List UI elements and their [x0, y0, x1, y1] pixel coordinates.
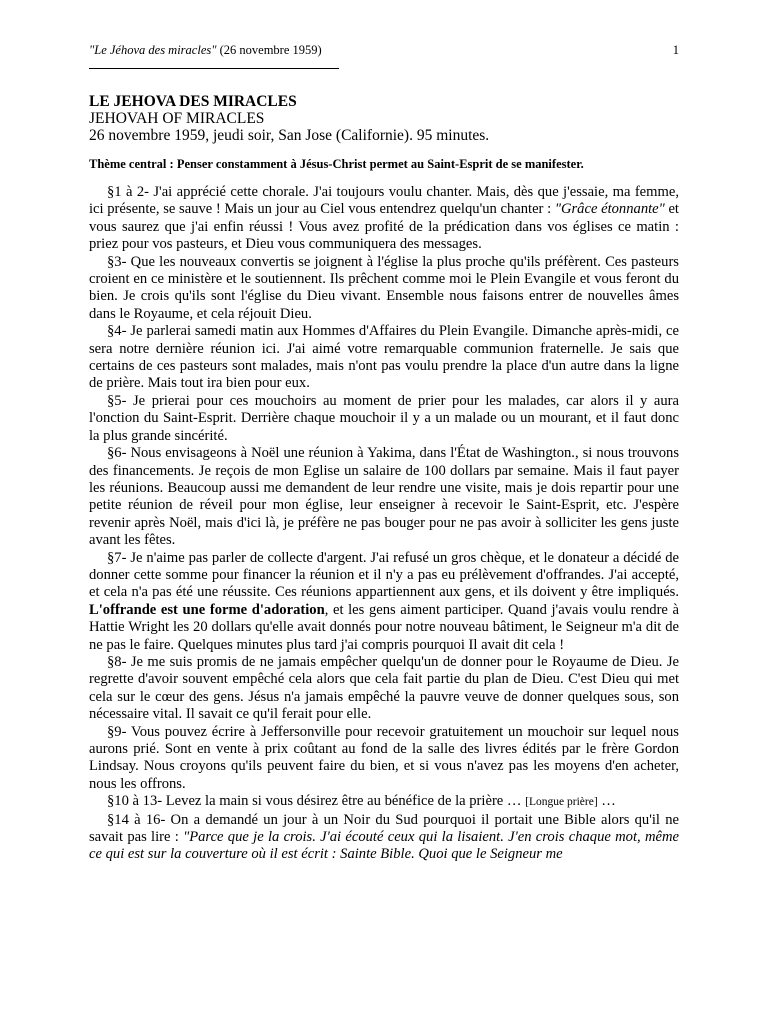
paragraph-text: §1 à 2- J'ai apprécié cette chorale. J'ai toujours voulu chanter. Mais, dès que j'essaie, ma femme, ici présente, se sauve ! Mais un jour au Ciel vous entendrez quelqu'un chanter :	[89, 184, 679, 218]
document-title: LE JEHOVA DES MIRACLES	[89, 93, 297, 110]
central-theme: Thème central : Penser constamment à Jésus-Christ permet au Saint-Esprit de se manifester.	[89, 157, 584, 171]
paragraph-3: §3- Que les nouveaux convertis se joignent à l'église la plus proche qu'ils préfèrent. Ces pasteurs croient en ce ministère et le soutiennent. Ils prêchent comme moi le Plein Evangile et vous feront du bien. Je crois qu'ils sont l'église du Dieu vivant. Ensemble nous faisons entrer de nouvelles âmes dans le Royaume, et cela réjouit Dieu.	[89, 253, 679, 322]
paragraph-9: §9- Vous pouvez écrire à Jeffersonville pour recevoir gratuitement un mouchoir sur lequel nous aurons prié. Sont en vente à prix coûtant au fond de la salle des livres édités par le frère Gordon Lindsay. Nous croyons qu'ils peuvent faire du bien, et si vous n'avez pas les moyens d'en acheter, nous les offrons.	[89, 723, 679, 792]
sermon-meta: 26 novembre 1959, jeudi soir, San Jose (Californie). 95 minutes.	[89, 127, 490, 144]
paragraph-text: et vous saurez que j'ai enfin réussi ! Vous avez profité de la prédication dans vos églises ce matin : priez pour vos pasteurs, et Dieu vous communiquera des messages.	[89, 201, 679, 253]
header-date: (26 novembre 1959)	[219, 43, 322, 57]
paragraph-text: §10 à 13- Levez la main si vous désirez être au bénéfice de la prière …	[107, 793, 526, 810]
paragraph-1-2	[89, 184, 679, 254]
paragraph-text: §7- Je n'aime pas parler de collecte d'argent. J'ai refusé un gros chèque, et le donateur a décidé de donner cette somme pour financer la réunion et il n'y a pas eu prélèvement d'offrandes. J'ai accepté, et cela n'a pas été une réussite. Ces réunions appartiennent aux gens, et ils doivent y être impliqués.	[89, 549, 679, 601]
paragraph-text: …	[597, 793, 616, 810]
paragraph-5: §5- Je prierai pour ces mouchoirs au moment de prier pour les malades, car alors il y aura l'onction du Saint-Esprit. Derrière chaque mouchoir il y a un malade ou un mourant, et il faut donc la plus grande sincérité.	[89, 392, 679, 444]
paragraph-text: §14 à 16- On a demandé un jour à un Noir du Sud pourquoi il portait une Bible alors qu'il ne savait pas lire :	[89, 811, 679, 846]
paragraph-8: §8- Je me suis promis de ne jamais empêcher quelqu'un de donner pour le Royaume de Dieu. Je regrette d'avoir souvent empêché cela alors que cela fait partie du plan de Dieu. C'est Dieu qui met cela sur le cœur des gens. Jésus n'a jamais empêché la pauvre veuve de donner quelques sous, son nécessaire vital. Il savait ce qu'il ferait pour elle.	[89, 653, 679, 723]
document-body	[89, 184, 679, 864]
paragraph-6: §6- Nous envisageons à Noël une réunion à Yakima, dans l'État de Washington., si nous trouvons des financements. Je reçois de mon Eglise un salaire de 100 dollars par semaine. Mais il faut payer les réunions. Beaucoup aussi me demandent de leur rendre une visite, mais je dois repartir pour une petite réunion de réveil pour mon église, leur enseigner à recevoir le Saint-Esprit, etc. J'espère revenir après Noël, mais d'ici là, je préfère ne pas bouger pour ne pas avoir à solliciter les gens juste avant les fêtes.	[89, 445, 679, 549]
header-title: "Le Jéhova des miracles"	[89, 43, 217, 57]
paragraph-text: , et les gens aiment participer. Quand j'avais voulu rendre à Hattie Wright les 20 dollars qu'elle avait donnés pour notre nouveau bâtiment, le Seigneur m'a dit de ne pas le faire. Quelques minutes plus tard j'ai compris pourquoi Il avait dit cela !	[89, 601, 679, 653]
bold-emphasis: L'offrande est une forme d'adoration	[89, 601, 325, 618]
paragraph-10-13	[89, 793, 679, 811]
paragraph-14-16	[89, 812, 679, 864]
document-page	[89, 42, 679, 864]
page-number: 1	[672, 43, 679, 57]
bracket-note: [Longue prière]	[525, 796, 598, 809]
document-title-english: JEHOVAH OF MIRACLES	[89, 110, 265, 127]
header-rule	[89, 68, 339, 69]
italic-quote: "Parce que je la crois. J'ai écouté ceux qui la lisaient. J'en crois chaque mot, même ce qui est sur la couverture où il est écrit : Sainte Bible. Quoi que le Seigneur me	[89, 829, 679, 863]
running-header	[89, 42, 679, 58]
paragraph-4: §4- Je parlerai samedi matin aux Hommes d'Affaires du Plein Evangile. Dimanche après-midi, ce sera notre dernière réunion ici. J'ai aimé votre remarquable communion fraternelle. Je sais que certains de ces pasteurs sont malades, mais n'ont pas voulu prendre la place d'un autre dans la ligne de prière. Mais tout ira bien pour eux.	[89, 323, 679, 392]
italic-quote: "Grâce étonnante"	[554, 201, 665, 218]
paragraph-7	[89, 550, 679, 654]
